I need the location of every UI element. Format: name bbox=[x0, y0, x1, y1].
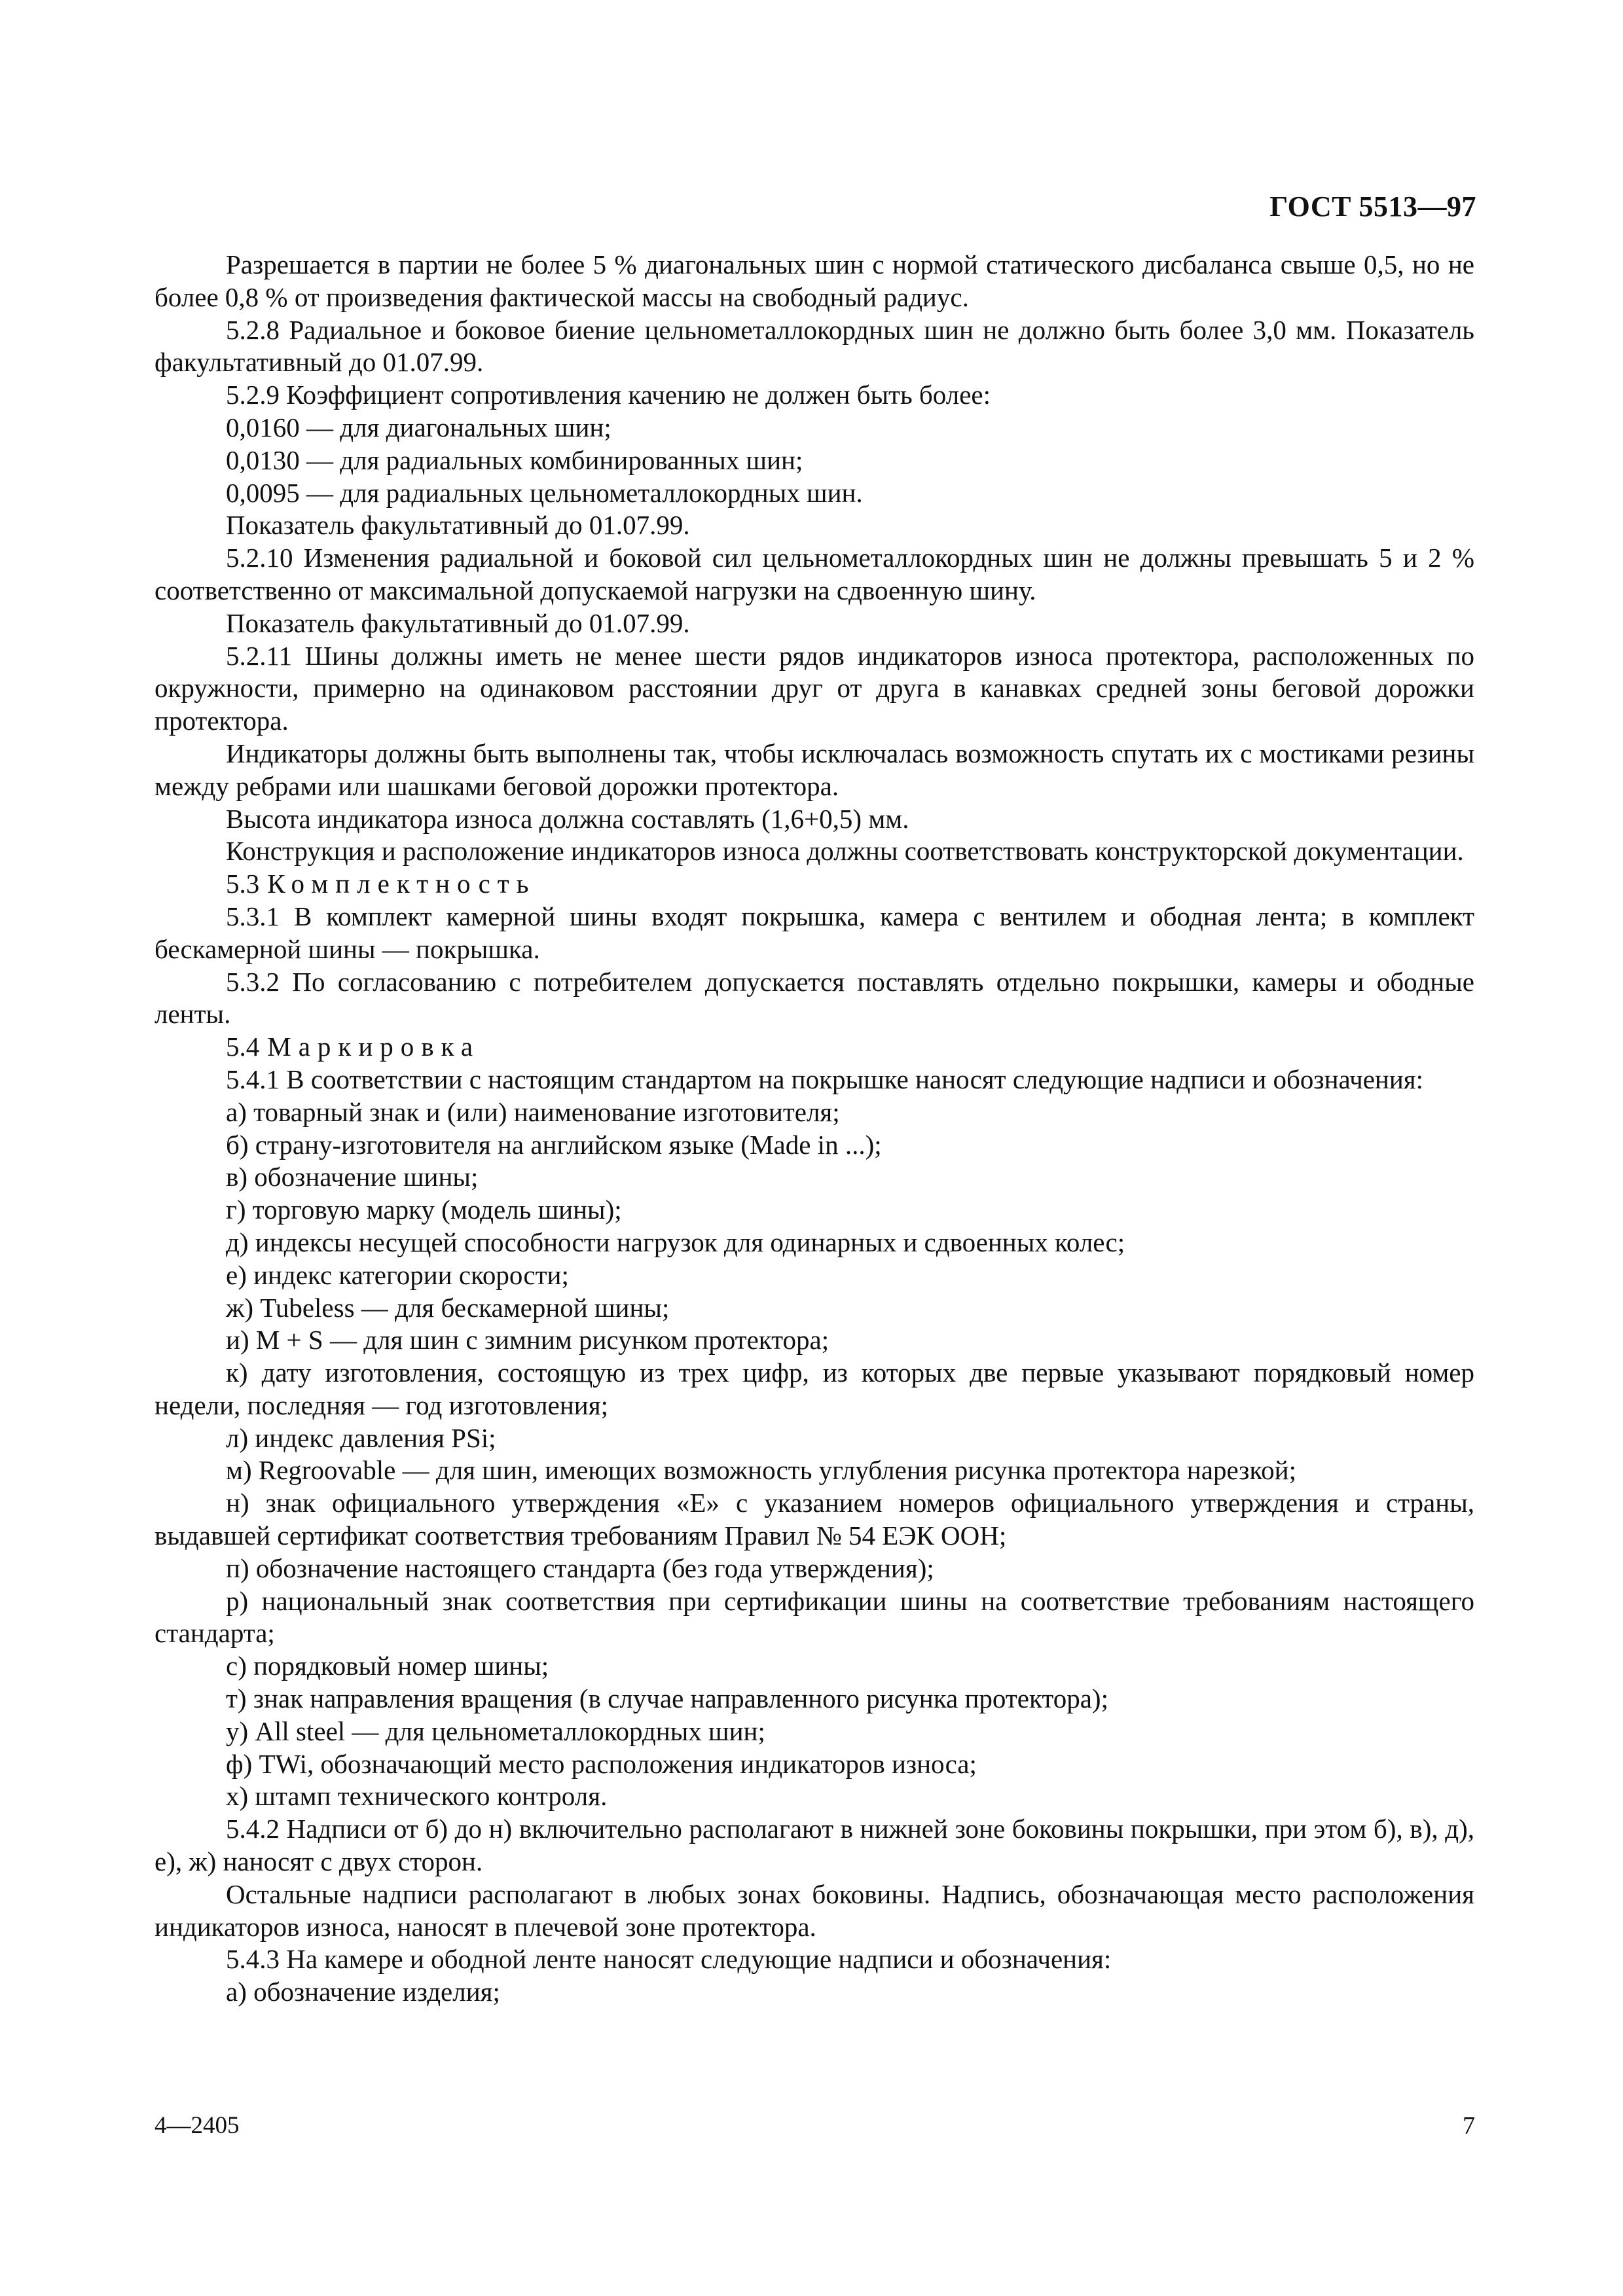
list-item: а) товарный знак и (или) наименование изготовителя; bbox=[226, 1096, 840, 1127]
paragraph-5-2-9: 5.2.9 Коэффициент сопротивления качению не должен быть более: bbox=[226, 380, 991, 410]
paragraph-indicators: Индикаторы должны быть выполнены так, чтобы исключалась возможность спутать их с мостиками резины между ребрами или шашками беговой дорожки протектора. bbox=[155, 738, 1474, 801]
section-title: Маркировка bbox=[267, 1031, 481, 1062]
list-item: д) индексы несущей способности нагрузок для одинарных и сдвоенных колес; bbox=[226, 1227, 1125, 1257]
section-number: 5.4 bbox=[226, 1031, 260, 1062]
list-item: г) торговую марку (модель шины); bbox=[226, 1194, 622, 1225]
paragraph-5-4-3: 5.4.3 На камере и ободной ленте наносят следующие надписи и обозначения: bbox=[226, 1944, 1112, 1975]
paragraph-optional-note: Показатель факультативный до 01.07.99. bbox=[226, 510, 690, 541]
list-item: т) знак направления вращения (в случае направленного рисунка протектора); bbox=[226, 1683, 1108, 1714]
list-item: в) обозначение шины; bbox=[226, 1162, 479, 1193]
list-item: с) порядковый номер шины; bbox=[226, 1651, 549, 1681]
list-item: е) индекс категории скорости; bbox=[226, 1259, 569, 1290]
section-number: 5.3 bbox=[226, 869, 260, 899]
list-item-coefficient-combined: 0,0130 — для радиальных комбинированных шин; bbox=[226, 444, 803, 475]
footer-print-code: 4—2405 bbox=[155, 2112, 240, 2139]
paragraph-indicator-design: Конструкция и расположение индикаторов износа должны соответствовать конструкторской документации. bbox=[226, 836, 1464, 867]
paragraph-indicator-height: Высота индикатора износа должна составлять (1,6+0,5) мм. bbox=[226, 803, 909, 834]
list-item: н) знак официального утверждения «Е» с указанием номеров официального утверждения и страны, выдавшей сертификат соответствия требованиям Правил № 54 ЕЭК ООН; bbox=[155, 1488, 1474, 1551]
document-body bbox=[155, 249, 1474, 2009]
paragraph-5-3-1: 5.3.1 В комплект камерной шины входят покрышка, камера с вентилем и ободная лента; в комплект бескамерной шины — покрышка. bbox=[155, 901, 1474, 964]
page-number: 7 bbox=[1463, 2112, 1475, 2140]
section-title: Комплектность bbox=[267, 869, 536, 899]
paragraph-static-imbalance: Разрешается в партии не более 5 % диагональных шин с нормой статического дисбаланса свыше 0,5, но не более 0,8 % от произведения фактической массы на свободный радиус. bbox=[155, 249, 1474, 312]
list-item: ф) TWi, обозначающий место расположения индикаторов износа; bbox=[226, 1748, 977, 1779]
paragraph-optional-note: Показатель факультативный до 01.07.99. bbox=[226, 607, 690, 638]
list-item: л) индекс давления PSi; bbox=[226, 1422, 496, 1453]
paragraph-5-4-1: 5.4.1 В соответствии с настоящим стандартом на покрышке наносят следующие надписи и обозначения: bbox=[226, 1064, 1424, 1094]
list-item: и) M + S — для шин с зимним рисунком протектора; bbox=[226, 1325, 830, 1355]
list-item-coefficient-diagonal: 0,0160 — для диагональных шин; bbox=[226, 412, 611, 442]
section-heading-marking bbox=[155, 1031, 1474, 1064]
list-item-coefficient-steel: 0,0095 — для радиальных цельнометаллокордных шин. bbox=[226, 477, 863, 508]
list-item: р) национальный знак соответствия при сертификации шины на соответствие требованиям настоящего стандарта; bbox=[155, 1585, 1474, 1649]
paragraph-5-2-10: 5.2.10 Изменения радиальной и боковой сил цельнометаллокордных шин не должны превышать 5 и 2 % соответственно от максимальной допускаемой нагрузки на сдвоенную шину. bbox=[155, 543, 1474, 605]
paragraph-other-inscriptions: Остальные надписи располагают в любых зонах боковины. Надпись, обозначающая место расположения индикаторов износа, наносят в плечевой зоне протектора. bbox=[155, 1878, 1474, 1942]
list-item: у) All steel — для цельнометаллокордных шин; bbox=[226, 1715, 765, 1746]
paragraph-5-3-2: 5.3.2 По согласованию с потребителем допускается поставлять отдельно покрышки, камеры и ободные ленты. bbox=[155, 966, 1474, 1030]
document-header: ГОСТ 5513—97 bbox=[1269, 190, 1476, 223]
list-item: б) страну-изготовителя на английском языке (Made in ...); bbox=[226, 1129, 882, 1160]
paragraph-5-4-2: 5.4.2 Надписи от б) до н) включительно располагают в нижней зоне боковины покрышки, при этом б), в), д), е), ж) наносят с двух сторон. bbox=[155, 1814, 1474, 1877]
list-item: м) Regroovable — для шин, имеющих возможность углубления рисунка протектора нарезкой; bbox=[226, 1455, 1297, 1486]
section-heading-completeness bbox=[155, 868, 1474, 901]
list-item: а) обозначение изделия; bbox=[226, 1977, 500, 2007]
list-item: х) штамп технического контроля. bbox=[226, 1781, 608, 1812]
paragraph-5-2-8: 5.2.8 Радиальное и боковое биение цельнометаллокордных шин не должно быть более 3,0 мм. Показатель факультативный до 01.07.99. bbox=[155, 314, 1474, 378]
list-item: п) обозначение настоящего стандарта (без года утверждения); bbox=[226, 1552, 934, 1583]
paragraph-5-2-11: 5.2.11 Шины должны иметь не менее шести рядов индикаторов износа протектора, расположенных по окружности, примерно на одинаковом расстоянии друг от друга в канавках средней зоны беговой дорожки протектора. bbox=[155, 640, 1474, 736]
list-item: ж) Tubeless — для бескамерной шины; bbox=[226, 1292, 670, 1323]
list-item: к) дату изготовления, состоящую из трех цифр, из которых две первые указывают порядковый номер недели, последняя — год изготовления; bbox=[155, 1357, 1474, 1420]
